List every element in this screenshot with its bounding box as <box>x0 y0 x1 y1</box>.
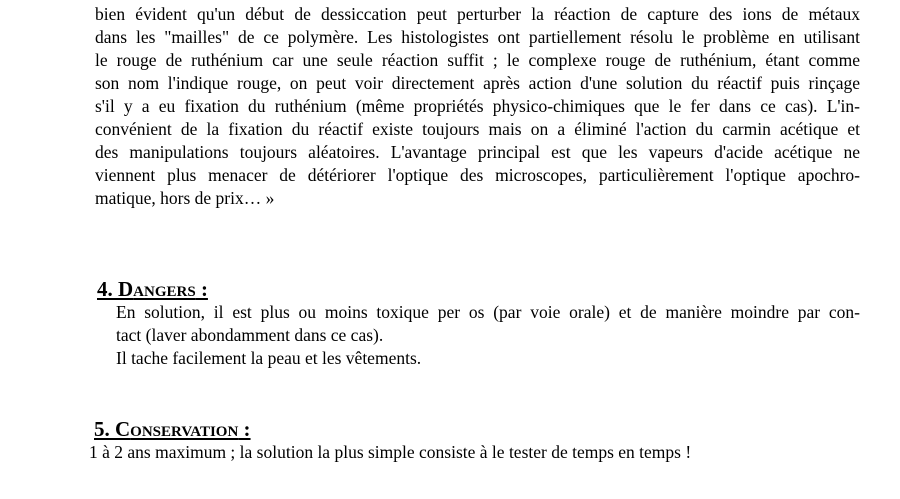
dangers-text <box>116 301 860 370</box>
conservation-text: 1 à 2 ans maximum ; la solution la plus simple consiste à le tester de temps en temps ! <box>89 442 692 462</box>
paragraph-line: bien évident qu'un début de dessiccation peut perturber la réaction de capture des ions de métaux <box>95 4 860 24</box>
paragraph-line: le rouge de ruthénium car une seule réaction suffit ; le complexe rouge de ruthénium, étant comme <box>95 50 860 70</box>
dangers-line: En solution, il est plus ou moins toxique per os (par voie orale) et de manière moindre par con- <box>116 302 860 322</box>
paragraph-line: dans les "mailles" de ce polymère. Les histologistes ont partiellement résolu le problème en utilisant <box>95 27 860 47</box>
paragraph-line: viennent plus menacer de détériorer l'optique des microscopes, particulièrement l'optique apochro- <box>95 165 860 185</box>
paragraph-line: convénient de la fixation du réactif existe toujours mais on a éliminé l'action du carmin acétique et <box>95 119 860 139</box>
body-paragraph <box>95 3 860 210</box>
section-title-initial: D <box>118 277 134 301</box>
dangers-line: tact (laver abondamment dans ce cas). <box>116 325 384 345</box>
section-heading-dangers <box>97 276 208 302</box>
paragraph-line: des manipulations toujours aléatoires. L'avantage principal est que les vapeurs d'acide acétique ne <box>95 142 860 162</box>
section-title-rest: angers <box>133 277 196 301</box>
paragraph-line: son nom l'indique rouge, on peut voir directement après action d'une solution du réactif puis rinçage <box>95 73 860 93</box>
dangers-line: Il tache facilement la peau et les vêtements. <box>116 348 422 368</box>
paragraph-line: s'il y a eu fixation du ruthénium (même propriétés physico-chimiques que le fer dans ce cas). L'in- <box>95 96 860 116</box>
section-title-initial: C <box>115 417 131 441</box>
paragraph-line: matique, hors de prix… » <box>95 188 275 208</box>
section-number: 4. <box>97 277 118 301</box>
section-number: 5. <box>94 417 115 441</box>
section-heading-conservation <box>94 416 251 442</box>
section-title-suffix: : <box>195 277 208 301</box>
section-title-suffix: : <box>238 417 251 441</box>
section-title-rest: onservation <box>130 417 239 441</box>
